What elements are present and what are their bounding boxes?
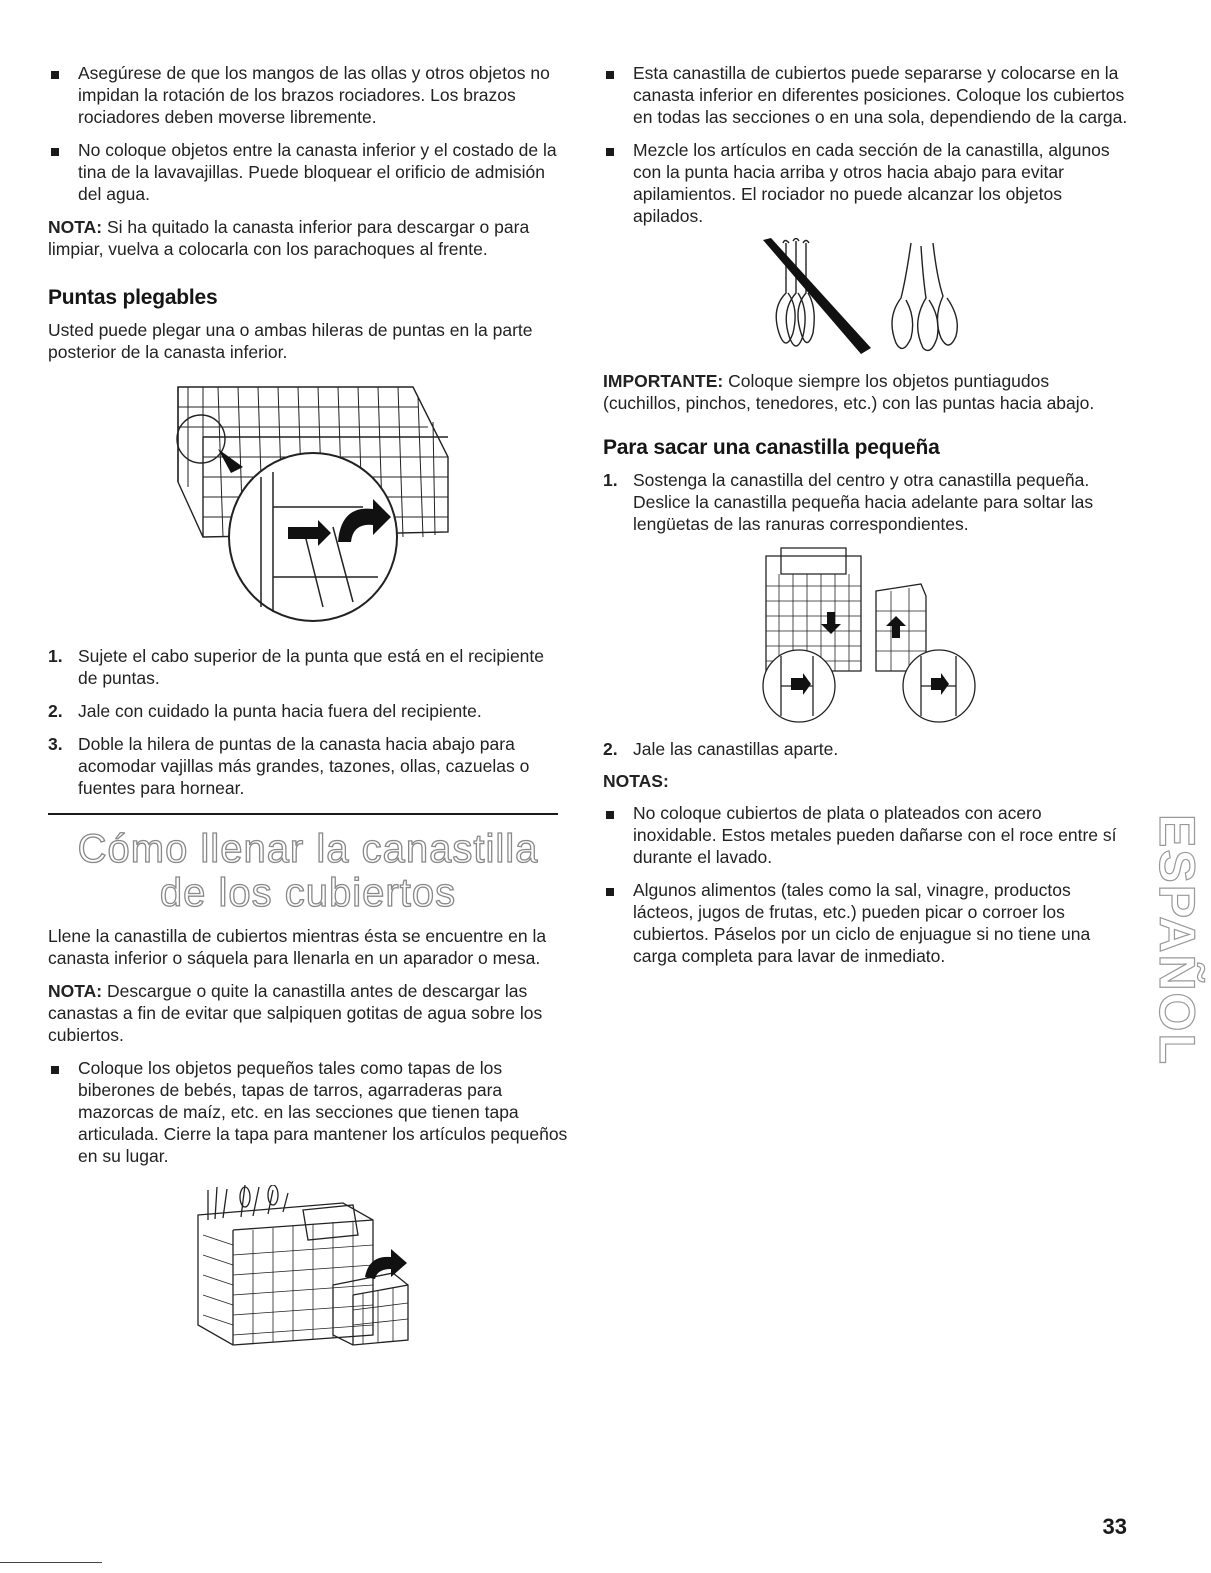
step-text: Sostenga la canastilla del centro y otra canastilla pequeña. Deslice la canastilla pequeña hacia adelante para soltar las lengüetas de las ranuras correspondientes. <box>633 470 1094 534</box>
step-number: 1. <box>603 470 618 490</box>
step-item <box>48 645 568 689</box>
note-label: NOTA: <box>48 981 103 1001</box>
section-title-line2: de los cubiertos <box>159 871 457 915</box>
section-title-line1: Cómo llenar la canastilla <box>77 827 539 871</box>
step-text: Jale con cuidado la punta hacia fuera del recipiente. <box>78 701 482 721</box>
notas-heading: NOTAS: <box>603 771 669 791</box>
step-number: 2. <box>48 701 63 721</box>
note-label: NOTA: <box>48 217 103 237</box>
note-text: Si ha quitado la canasta inferior para descargar o para limpiar, vuelva a colocarla con los parachoques al frente. <box>48 217 530 259</box>
silverware-basket-illustration <box>193 1185 423 1350</box>
footer-rule <box>0 1562 102 1563</box>
bullet-pot-handles: Asegúrese de que los mangos de las ollas y otros objetos no impidan la rotación de los brazos rociadores. Los brazos rociadores deben moverse libremente. <box>48 62 568 128</box>
heading-puntas-plegables: Puntas plegables <box>48 286 218 309</box>
step-item <box>48 733 568 799</box>
section-divider <box>48 813 558 815</box>
language-side-tab <box>1148 810 1206 1070</box>
step-number: 3. <box>48 734 63 754</box>
important-note <box>603 370 1128 414</box>
heading-sacar-canastilla: Para sacar una canastilla pequeña <box>603 436 940 459</box>
important-text: Coloque siempre los objetos puntiagudos (cuchillos, pinchos, tenedores, etc.) con las puntas hacia abajo. <box>603 371 1095 413</box>
bullet-foods-corrode: Algunos alimentos (tales como la sal, vinagre, productos lácteos, jugos de frutas, etc.) pueden picar o corroer los cubiertos. Páselos por un ciclo de enjuague si no tiene una carga completa para lavar de inmediato. <box>603 879 1128 967</box>
important-label: IMPORTANTE: <box>603 371 724 391</box>
left-column <box>48 62 568 1350</box>
basket-separation-illustration <box>751 546 981 726</box>
nested-spoons-illustration <box>761 238 971 358</box>
bullet-mix-items: Mezcle los artículos en cada sección de la canastilla, algunos con la punta hacia arriba y otros hacia abajo para evitar apilamientos. El rociador no puede alcanzar los objetos apilados. <box>603 139 1128 227</box>
bullet-basket-separate: Esta canastilla de cubiertos puede separarse y colocarse en la canasta inferior en diferentes posiciones. Coloque los cubiertos en todas las secciones o en una sola, dependiendo de la carga. <box>603 62 1128 128</box>
note-lower-rack <box>48 216 568 260</box>
language-side-tab-label: ESPAÑOL <box>1149 814 1205 1066</box>
step-item <box>48 700 568 722</box>
fold-down-tines-illustration <box>163 377 453 625</box>
step-item <box>603 738 1128 760</box>
bullet-small-items: Coloque los objetos pequeños tales como tapas de los biberones de bebés, tapas de tarros, agarraderas para mazorcas de maíz, etc. en las secciones que tienen tapa articulada. Cierre la tapa para mantener los artículos pequeños en su lugar. <box>48 1057 568 1167</box>
step-text: Sujete el cabo superior de la punta que está en el recipiente de puntas. <box>78 646 545 688</box>
step-item <box>603 469 1128 535</box>
step-number: 1. <box>48 646 63 666</box>
bullet-silver-stainless: No coloque cubiertos de plata o plateados con acero inoxidable. Estos metales pueden dañarse con el roce entre sí durante el lavado. <box>603 802 1128 868</box>
page-number: 33 <box>1102 1514 1127 1539</box>
bullet-tub-side: No coloque objetos entre la canasta inferior y el costado de la tina de la lavavajillas. Puede bloquear el orificio de admisión del agua. <box>48 139 568 205</box>
right-column <box>603 62 1128 978</box>
step-number: 2. <box>603 739 618 759</box>
fill-intro: Llene la canastilla de cubiertos mientras ésta se encuentre en la canasta inferior o sáquela para llenarla en un aparador o mesa. <box>48 926 547 968</box>
puntas-intro: Usted puede plegar una o ambas hileras de puntas en la parte posterior de la canasta inferior. <box>48 320 533 362</box>
step-text: Doble la hilera de puntas de la canasta hacia abajo para acomodar vajillas más grandes, tazones, ollas, cazuelas o fuentes para hornear. <box>78 734 530 798</box>
note-unload-basket <box>48 980 568 1046</box>
note-text: Descargue o quite la canastilla antes de descargar las canastas a fin de evitar que salpiquen gotitas de agua sobre los cubiertos. <box>48 981 543 1045</box>
step-text: Jale las canastillas aparte. <box>633 739 839 759</box>
section-title <box>48 827 568 915</box>
